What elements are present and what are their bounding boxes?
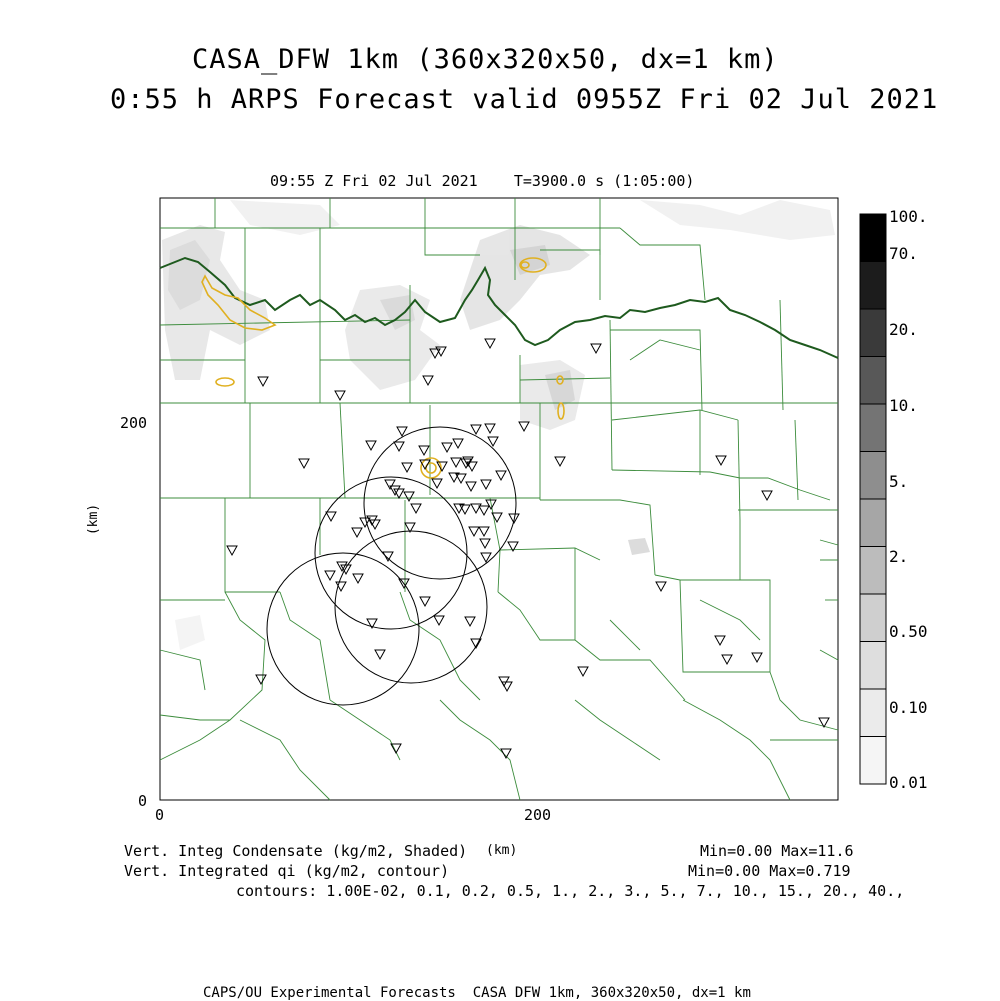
field2-stats: Min=0.00 Max=0.719	[688, 862, 851, 880]
colorbar-swatch	[860, 357, 886, 405]
x-axis-label: (km)	[486, 843, 518, 858]
credit-line: CAPS/OU Experimental Forecasts CASA DFW 1km, 360x320x50, dx=1 km	[203, 985, 751, 1001]
colorbar-swatch	[860, 594, 886, 642]
y-axis-label: (km)	[86, 503, 102, 536]
x-tick-200: 200	[524, 806, 552, 824]
colorbar-swatch	[860, 689, 886, 737]
colorbar-swatch	[860, 214, 886, 262]
contour-levels: contours: 1.00E-02, 0.1, 0.2, 0.5, 1., 2., 3., 5., 7., 10., 15., 20., 40.,	[236, 882, 905, 900]
colorbar-swatch	[860, 262, 886, 310]
colorbar-label: 70.	[889, 244, 918, 263]
colorbar-label: 5.	[889, 472, 909, 491]
colorbar-label: 0.01	[889, 773, 928, 792]
colorbar-swatch	[860, 737, 886, 785]
colorbar-label: 0.50	[889, 622, 928, 641]
colorbar-label: 10.	[889, 396, 918, 415]
title-line-1: CASA_DFW 1km (360x320x50, dx=1 km)	[192, 44, 779, 75]
colorbar-label: 0.10	[889, 698, 928, 717]
colorbar-swatch	[860, 404, 886, 452]
x-tick-0: 0	[155, 806, 165, 824]
colorbar	[860, 214, 886, 784]
colorbar-label: 20.	[889, 320, 918, 339]
colorbar-swatch	[860, 499, 886, 547]
colorbar-label: 2.	[889, 547, 909, 566]
colorbar-swatch	[860, 309, 886, 357]
y-tick-0: 0	[138, 792, 148, 810]
colorbar-swatch	[860, 452, 886, 500]
colorbar-label: 100.	[889, 207, 928, 226]
plot-subtitle: 09:55 Z Fri 02 Jul 2021 T=3900.0 s (1:05:00)	[270, 172, 695, 190]
y-tick-200: 200	[120, 414, 148, 432]
field2-description: Vert. Integrated qi (kg/m2, contour)	[124, 862, 450, 880]
colorbar-swatch	[860, 642, 886, 690]
field1-stats: Min=0.00 Max=11.6	[700, 842, 854, 860]
field1-description: Vert. Integ Condensate (kg/m2, Shaded)	[124, 842, 468, 860]
title-line-2: 0:55 h ARPS Forecast valid 0955Z Fri 02 Jul 2021	[110, 84, 939, 115]
colorbar-swatch	[860, 547, 886, 595]
